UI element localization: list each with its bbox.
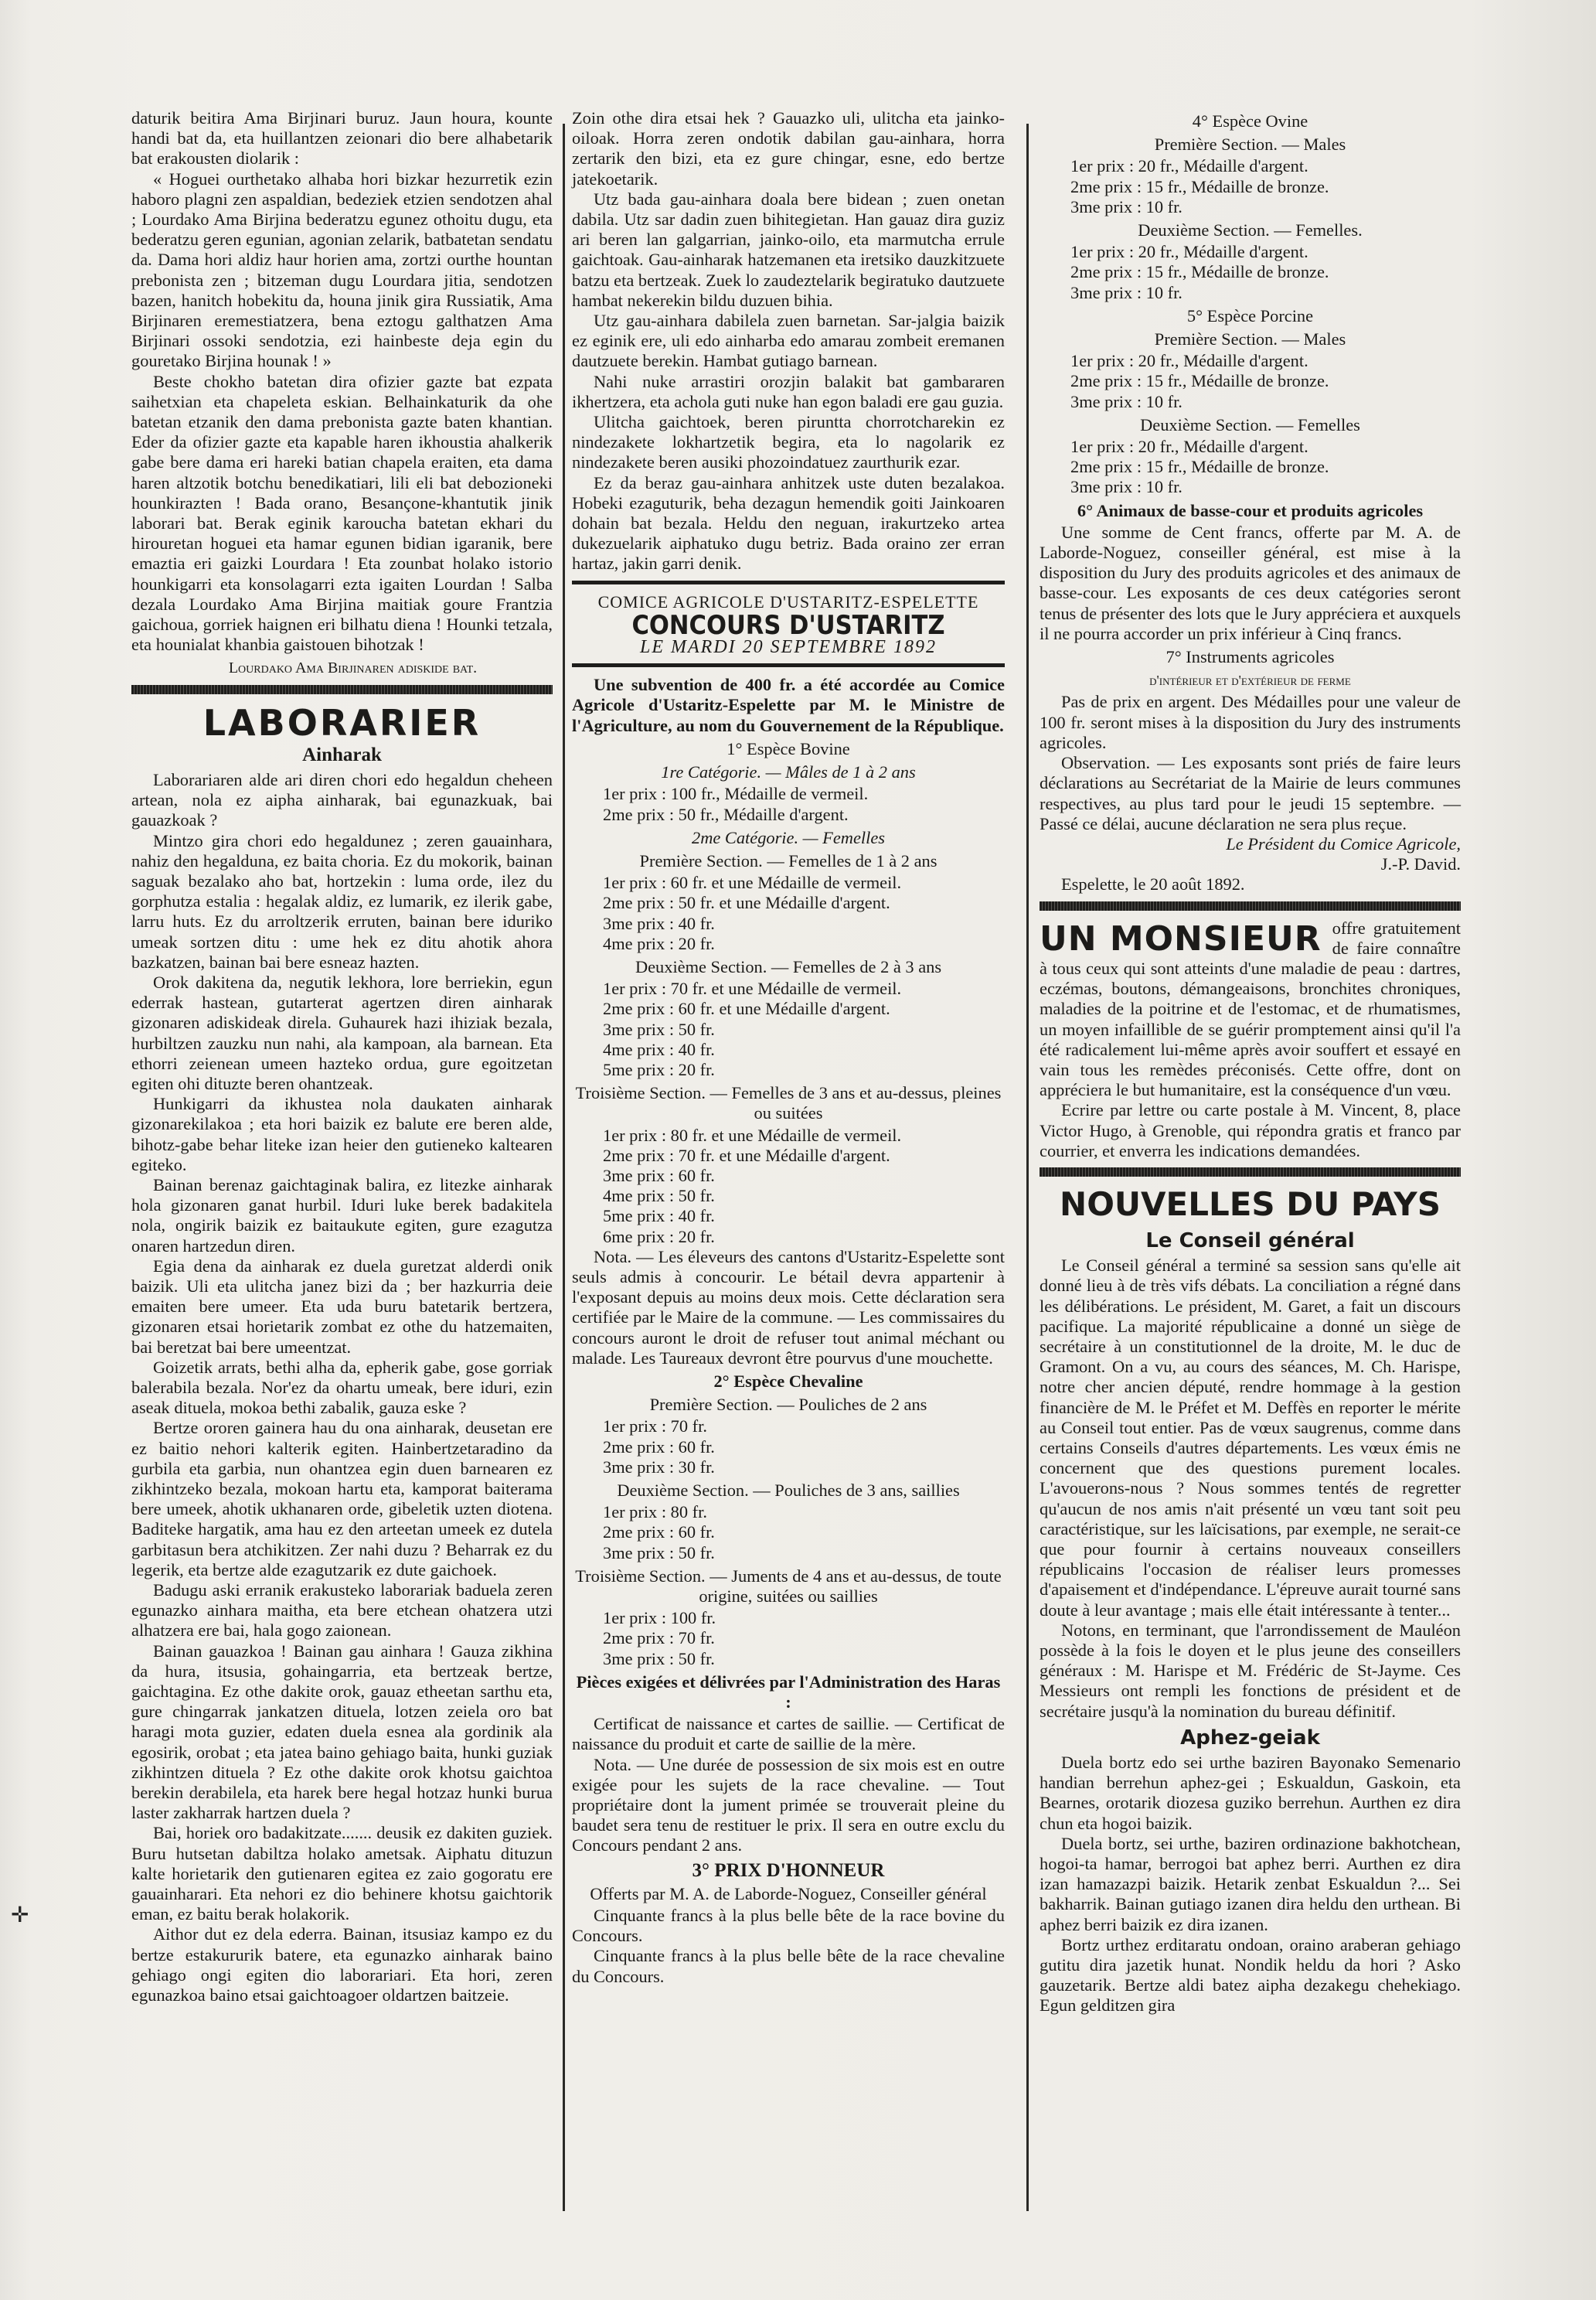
prize-item: 4me prix : 50 fr. <box>603 1186 715 1206</box>
article-paragraph: Bainan berenaz gaichtaginak balira, ez litezke ainharak hola gizonaren ganat hurbil. Iduri luke berek badakitela nola, ongirik baizik ez baitaukute egiten, gure ezagutza onaren hartzedun diren. <box>131 1174 553 1256</box>
concours-date: LE MARDI 20 SEPTEMBRE 1892 <box>640 637 937 658</box>
advertisement-text: offre gratuitement de faire connaître à tous ceux qui sont atteints d'une maladie de peau : dartres, eczémas, boutons, démangeaisons, bronchites chroniques, maladies de la poitrine et de l'estomac, et de rhumatismes, un moyen infaillible de se guérir promptement ainsi qu'il l'a été radicalement lui-même après avoir souffert et essayé en vain tous les remèdes préconisés. Cette offre, dont on appréciera le but humanitaire, est la conséquence d'un vœu. <box>1040 918 1461 1100</box>
subvention-text: Une subvention de 400 fr. a été accordée au Comice Agricole d'Ustaritz-Espelette par M. le Ministre de l'Agriculture, au nom du Gouvernement de la République. <box>572 675 1005 735</box>
prize-item: 1er prix : 60 fr. et une Médaille de vermeil. <box>603 873 902 893</box>
prize-item: 3me prix : 50 fr. <box>603 1019 715 1039</box>
article-paragraph: Duela bortz edo sei urthe baziren Bayonako Semenario handian berrehun aphez-gei ; Eskualdun, Gaskoin, eta Bearnes, orotarik diozesa guziko berrehun. Aurthen ez dira chun eta hogoi baizik. <box>1040 1753 1461 1833</box>
prize-list <box>572 873 1005 954</box>
bovine-title: 1° Espèce Bovine <box>727 738 850 758</box>
article-paragraph: Notons, en terminant, que l'arrondissement de Mauléon possède à la fois le doyen et le plus jeune des conseillers généraux : M. Harispe et M. Frédéric de St-Jayme. Ces Messieurs ont rempli les fonctions de président et de secrétaire jusqu'à la nomination du bureau définitif. <box>1040 1620 1461 1721</box>
bovine-category-2: 2me Catégorie. — Femelles <box>692 827 885 847</box>
prize-item: 5me prix : 20 fr. <box>603 1059 715 1079</box>
bovine-section-2: Deuxième Section. — Femelles de 2 à 3 ans <box>635 956 942 976</box>
divider <box>572 663 1005 667</box>
prize-item: 3me prix : 30 fr. <box>603 1457 715 1477</box>
article-paragraph: Utz bada gau-ainhara doala bere bidean ; zuen onetan dabila. Utz sar dadin zuen bihitegietan. Han gauaz dira guziz ari beren lan galgarrian, jainko-oilo, eta marmutcha errule gaichtoak. Gau-ainharak hatzemanen eta iretsiko dauzkitzuete batzu eta bertzeak. Zuek lo zaudeztelarik begiratuko dautzuete hambat nekerekin bildu duzuen bihia. <box>572 189 1005 310</box>
bovine-section-3: Troisième Section. — Femelles de 3 ans et au-dessus, pleines ou suitées <box>575 1083 1002 1123</box>
honneur-title: 3° PRIX D'HONNEUR <box>692 1859 885 1881</box>
prize-list <box>572 979 1005 1080</box>
prize-list <box>572 1416 1005 1477</box>
chevaline-section-1: Première Section. — Pouliches de 2 ans <box>649 1395 927 1415</box>
article-paragraph: Zoin othe dira etsai hek ? Gauazko uli, ulitcha eta jainko-oiloak. Horra zeren ondotik dabilan gau-ainhara, horra zertarik den bizi, eta ez gure chingar, esne, edo bertze jatekoetarik. <box>572 108 1005 189</box>
president-name: J.-P. David. <box>1380 854 1461 874</box>
prize-item: 2me prix : 50 fr. et une Médaille d'argent. <box>603 893 890 913</box>
prize-item: 3me prix : 10 fr. <box>1070 477 1183 497</box>
prize-item: 6me prix : 20 fr. <box>603 1226 715 1246</box>
porcine-section-2: Deuxième Section. — Femelles <box>1140 414 1360 434</box>
prize-item: 2me prix : 50 fr., Médaille d'argent. <box>603 804 849 824</box>
prize-list <box>572 1608 1005 1669</box>
column-3 <box>1040 108 1461 2016</box>
instruments-subtitle: d'intérieur et d'extérieur de ferme <box>1149 673 1351 689</box>
ovine-title: 4° Espèce Ovine <box>1192 111 1308 131</box>
signature: Lourdako Ama Birjinaren adiskide bat. <box>228 659 478 677</box>
prize-item: 2me prix : 60 fr. et une Médaille d'argent. <box>603 999 890 1019</box>
prize-list <box>1040 156 1461 217</box>
comice-heading: COMICE AGRICOLE D'USTARITZ-ESPELETTE <box>597 591 979 612</box>
bovine-section-1: Première Section. — Femelles de 1 à 2 ans <box>639 850 938 871</box>
prize-item: 2me prix : 15 fr., Médaille de bronze. <box>1070 176 1329 196</box>
column-rule-right <box>1026 124 1029 2211</box>
section-divider <box>1040 901 1461 911</box>
prize-item: 1er prix : 20 fr., Médaille d'argent. <box>1070 437 1308 457</box>
article-paragraph: Nahi nuke arrastiri orozjin balakit bat gambararen ikhertzera, eta achola guti nuke han egon baladi ere gau guzia. <box>572 371 1005 411</box>
prize-item: 3me prix : 40 fr. <box>603 913 715 933</box>
chevaline-note: Nota. — Une durée de possession de six mois est en outre exigée pour les sujets de la race chevaline. — Tout propriétaire dont la jument primée se trouverait pleine du baudet sera tenu de restituer le prix. Il sera en outre exclu du Concours pendant 2 ans. <box>572 1754 1005 1855</box>
column-1 <box>131 108 553 2005</box>
prize-item: 1er prix : 80 fr. et une Médaille de vermeil. <box>603 1125 902 1145</box>
article-paragraph: Bainan gauazkoa ! Bainan gau ainhara ! Gauza zikhina da hura, itsusia, gohaingarria, eta bertzeak bertze, gaichtagina. Ez othe dakite orok, gauaz etheetan sarthu eta, gure chingarrak jankatzen dituela, lotzen zeiela oro bat haragi mota guzier, edaten duela esnea ala gordinik ala egosirik, orobat ; eta jatea baino gehiago baita, hunki guziak zikhintzen dituela ? Ez othe dakite orok khotsu gaichtoa berekin derabilela, eta harek bere hegal hotzaz hunki burua laster zakharrak hartzen duela ? <box>131 1641 553 1823</box>
place-date: Espelette, le 20 août 1892. <box>1061 874 1245 894</box>
pieces-text: Certificat de naissance et cartes de saillie. — Certificat de naissance du produit et carte de saillie de la mère. <box>572 1714 1005 1754</box>
prize-item: 3me prix : 10 fr. <box>1070 196 1183 216</box>
honneur-offert: Offerts par M. A. de Laborde-Noguez, Conseiller général <box>590 1883 987 1903</box>
prize-item: 2me prix : 60 fr. <box>603 1522 715 1542</box>
bovine-note: Nota. — Les éleveurs des cantons d'Ustaritz-Espelette sont seuls admis à concourir. Le bétail devra appartenir à l'exposant depuis au moins deux mois. Cette déclaration sera certifiée par le Maire de la commune. — Les commissaires du concours auront le droit de refuser tout animal méchant ou malade. Les Taureaux devront être pourvus d'une mouchette. <box>572 1246 1005 1368</box>
article-paragraph: Badugu aski erranik erakusteko laborariak baduela zeren egunazko ainhara maitha, eta bere etchean ohatzera utzi alhatzera ere bai, hala gogo zaionean. <box>131 1580 553 1641</box>
porcine-section-1: Première Section. — Males <box>1154 329 1346 349</box>
prize-list <box>1040 437 1461 498</box>
article-paragraph: Utz gau-ainhara dabilela zuen barnetan. Sar-jalgia baizik ez eginik ere, uli edo ainharba edo amarau zombeit eremanen dautzuete berekin. Hambat gutiago barnean. <box>572 311 1005 371</box>
advertisement-heading: UN MONSIEUR <box>1040 918 1322 959</box>
prize-item: 3me prix : 60 fr. <box>603 1165 715 1185</box>
pieces-title: Pièces exigées et délivrées par l'Administration des Haras : <box>576 1671 1001 1712</box>
article-paragraph: Ez da beraz gau-ainhara anhitzek uste duten bezalakoa. Hobeki ezaguturik, beha dezagun hemendik goiti Jainkoaren dohain bat bezala. Heldu den neguan, irakurtzeko artea dukezuelarik aiphatuko dugu betriz. Bada oraino zer erran hartaz, jakin garri denik. <box>572 472 1005 574</box>
divider <box>572 581 1005 584</box>
section-title: LABORARIER <box>202 701 482 744</box>
prize-item: 2me prix : 70 fr. <box>603 1628 715 1648</box>
prize-item: 3me prix : 10 fr. <box>1070 391 1183 411</box>
article-paragraph: Le Conseil général a terminé sa session sans qu'elle ait donné lieu à de très vifs débats. La conciliation a régné dans les délibérations. Le président, M. Garet, a fait un discours pacifique. La majorité républicaine a donné un siège de secrétaire à un constitutionnel de la droite, M. le duc de Gramont. On a vu, au cours des séances, M. Ch. Harispe, notre cher ancien député, rendre hommage à la gestion financière de M. le Préfet et M. Deffès en reporter le mérite au Conseil tout entier. Pas de vœux saugrenus, comme dans certains Conseils d'autres départements. Les vœux émis ne concernent que des questions purement locales. L'avouerons-nous ? Nous sommes tentés de regretter qu'aucun de nos amis n'ait présenté un vœu tant soit peu caractéristique, sur les laïcisations, par exemple, ne serait-ce que pour fournir à certains nouveaux conseillers républicains l'occasion de réaliser leurs promesses d'apaisement et d'indépendance. L'épreuve aurait tourné sans doute à leur avantage ; mais elle était intéressante à tenter... <box>1040 1256 1461 1620</box>
president-title: Le Président du Comice Agricole, <box>1226 833 1461 854</box>
article-paragraph: Ulitcha gaichtoek, beren piruntta chorrotcharekin ez nindezakete lokhartzetik begira, eta lo nagolarik ez nindezakete beren ausiki phozoindatuez zaurthurik ezar. <box>572 412 1005 472</box>
prize-item: 2me prix : 15 fr., Médaille de bronze. <box>1070 371 1329 391</box>
section-divider <box>131 685 553 694</box>
prize-item: 1er prix : 70 fr. et une Médaille de vermeil. <box>603 979 902 999</box>
article-paragraph: Orok dakitena da, negutik lekhora, lore berriekin, egun ederrak hastean, gutarterat agertzen diren ainharak gizonaren adiskideak direla. Guhaurek hazi ihiziak bezala, hurbiltzen zauzku nun nahi, ala kampoan, ala barnean. Eta ethorri zeienean umeen hazteko ordua, gure egoitzetan egiten ohi dituzte beren ohantzeak. <box>131 972 553 1093</box>
advertisement <box>1040 918 1461 1161</box>
prize-item: 4me prix : 40 fr. <box>603 1039 715 1059</box>
article-paragraph: Aithor dut ez dela ederra. Bainan, itsusiaz kampo ez du bertze estakururik batere, eta egunazko ainharak baino gehiago ongi egiten dio laborariari. Eta hori, zeren egunazkoa baino etsai gaichtoagoer oldartzen baitzeie. <box>131 1924 553 2005</box>
chevaline-section-2: Deuxième Section. — Pouliches de 3 ans, saillies <box>617 1481 960 1500</box>
intro-paragraph: « Hoguei ourthetako alhaba hori bizkar hezurretik ezin haboro plagni zen aspaldian, bedeziek etzien sendotzen ahal ; Lourdako Ama Birjina bederatzu egunez othoitu dugu, eta bederatzu geren egunian, agonian zelarik, batbatetan sendatu da. Dama hori aldiz haur horien ama, zortzi ourthe hountan prebonista zen ; bitzeman dugu Lourdara jitia, sendotzen bazen, hanitch hobekitu da, houna jinik gira Russiatik, Ama Birjinaren eremestiatzera, bena eztogu galthatzen Ama Birjinari ossoki sendotzia, ezi hainbeste deja egin du gouretako Birjina hounak ! » <box>131 169 553 371</box>
basse-cour-title: 6° Animaux de basse-cour et produits agricoles <box>1077 500 1424 520</box>
prize-item: 3me prix : 10 fr. <box>1070 282 1183 302</box>
honneur-item: Cinquante francs à la plus belle bête de la race chevaline du Concours. <box>572 1946 1005 1986</box>
prize-list <box>572 1502 1005 1563</box>
instruments-title: 7° Instruments agricoles <box>1166 647 1335 667</box>
prize-item: 1er prix : 80 fr. <box>603 1502 707 1522</box>
intro-paragraph: daturik beitira Ama Birjinari buruz. Jaun houra, kounte handi bat da, eta huillantzen zeionari dio bere alhabetarik bat erakousten diolarik : <box>131 108 553 169</box>
prize-item: 1er prix : 20 fr., Médaille d'argent. <box>1070 351 1308 371</box>
prize-item: 2me prix : 70 fr. et une Médaille d'argent. <box>603 1145 890 1165</box>
column-2 <box>572 108 1005 1987</box>
article-paragraph: Goizetik arrats, bethi alha da, epherik gabe, gose gorriak balerabila bezala. Nor'ez da ohartu umeak, bere iduri, ezin aseak dituela, mokoa bethi zabalik, gauza eske ? <box>131 1357 553 1418</box>
prize-item: 3me prix : 50 fr. <box>603 1648 715 1668</box>
article-paragraph: Bai, horiek oro badakitzate....... deusik ez dakiten guziek. Buru hutsetan dabiltza holako ametsak. Aiphatu dituzun kalte horietarik den gutienaren egitea ez zaio gogoratu ere gauainharari. Eta nehori ez dio behinere khotsu gaichtorik eman, ez baitu berak holakorik. <box>131 1823 553 1924</box>
column-rule-left <box>563 124 565 2211</box>
article-paragraph: Hunkigarri da ikhustea nola daukaten ainharak gizonarekilakoa ; eta hori baizik ez balute ere beren alde, bihotz-gabe behar liteke izan heier den gutieneko kaltearen egiteko. <box>131 1094 553 1174</box>
prize-item: 2me prix : 15 fr., Médaille de bronze. <box>1070 262 1329 282</box>
basse-cour-text: Une somme de Cent francs, offerte par M. A. de Laborde-Noguez, conseiller général, est mise à la disposition du Jury des produits agricoles et des animaux de basse-cour. Les exposants de ces deux catégories seront tenus de présenter des lots que le Jury appréciera et auxquels il ne pourra accorder un prix inférieur à Cinq francs. <box>1040 522 1461 643</box>
chevaline-section-3: Troisième Section. — Juments de 4 ans et au-dessus, de toute origine, suitées ou saillies <box>575 1566 1002 1607</box>
chevaline-title: 2° Espèce Chevaline <box>713 1371 863 1391</box>
prize-item: 1er prix : 20 fr., Médaille d'argent. <box>1070 242 1308 262</box>
honneur-item: Cinquante francs à la plus belle bête de la race bovine du Concours. <box>572 1906 1005 1946</box>
nouvelles-title: NOUVELLES DU PAYS <box>1060 1184 1441 1223</box>
ovine-section-1: Première Section. — Males <box>1154 135 1346 155</box>
section-divider <box>1040 1167 1461 1177</box>
prize-item: 5me prix : 40 fr. <box>603 1206 715 1226</box>
prize-list <box>1040 351 1461 412</box>
article-paragraph: Duela bortz, sei urthe, baziren ordinazione bakhotchean, hogoi-ta hamar, berrogoi bat aphez berri. Aurthen ez dira izan hamazazpi baizik. Hetarik zenbat Eskualdun ?... Sei bakharrik. Bainan gutiago izanen dira heldu den urthean. Bi aphez berri baizik ez dira izanen. <box>1040 1833 1461 1934</box>
bovine-category-1: 1re Catégorie. — Mâles de 1 à 2 ans <box>661 762 916 782</box>
observation-text: Observation. — Les exposants sont priés de faire leurs déclarations au Secrétariat de la Mairie de leurs communes respectives, au plus tard pour le jeudi 15 septembre. — Passé ce délai, aucune déclaration ne sera plus reçue. <box>1040 753 1461 833</box>
section-subtitle: Ainharak <box>302 744 382 765</box>
ovine-section-2: Deuxième Section. — Femelles. <box>1138 220 1363 240</box>
article-paragraph: Laborariaren alde ari diren chori edo hegaldun cheheen artean, nola ez aipha ainharak, bai egunazkuak, bai gauazkoak ? <box>131 769 553 830</box>
porcine-title: 5° Espèce Porcine <box>1186 305 1314 325</box>
prize-item: 3me prix : 50 fr. <box>603 1542 715 1562</box>
instruments-text: Pas de prix en argent. Des Médailles pour une valeur de 100 fr. seront mises à la disposition du Jury des instruments agricoles. <box>1040 692 1461 752</box>
prize-item: 1er prix : 100 fr. <box>603 1608 716 1628</box>
prize-list <box>572 784 1005 824</box>
article-paragraph: Egia dena da ainharak ez duela guretzat alderdi onik baizik. Uli eta ulitcha janez bizi da ; ber hazkurria deie emaiten bere umeer. Eta uda buru batetarik bertzera, gizonaren etsai horietarik zombat ez othe du hatzemaiten, bai beretzat bai bere umeentzat. <box>131 1256 553 1357</box>
advertisement-text-2: Ecrire par lettre ou carte postale à M. Vincent, 8, place Victor Hugo, à Grenoble, qui répondra gratis et franco par courrier, et enverra les indications demandées. <box>1040 1100 1461 1160</box>
intro-paragraph: Beste chokho batetan dira ofizier gazte bat ezpata saihetxian eta chapeleta eskian. Belhainkaturik da ohe batetan etzanik den dama prebonista gazte baten khantian. Eder da ofizier gazte eta kapable haren ikhoustia ahalkerik gabe bere dama eri hareki batian chapela eraiten, eta dama haren altzotik botchu benedikatiari, lili eli bat debozioneki hounkirazten ! Bada orano, Besançone-khantutik jinik laborari bat. Berak eginik karoucha batetan ekhari du hirouretan hoguei eta hamar egunen bidian igaranik, bere emaztia eri gaizki Lourdara ! Eta zounbat holako istorio hounkigarri eta konsolagarri ezta igaiten Lourdan ! Salba dezala Lourdako Ama Birjina maitiak goure Frantzia gaichoua, gorriek haignen eri bilhatu diena ! Hounki tetzala, eta hounialat khanbia gaistouen bihotzak ! <box>131 371 553 655</box>
aphez-title: Aphez-geiak <box>1180 1726 1320 1750</box>
prize-item: 1er prix : 20 fr., Médaille d'argent. <box>1070 156 1308 176</box>
prize-item: 1er prix : 70 fr. <box>603 1416 707 1436</box>
article-paragraph: Bertze ororen gainera hau du ona ainharak, deusetan ere ez baitio nehori kalterik egiten. Hainbertzetaradino da gurbila eta garbia, nun ohantzea egin duen barnearen ez zikhintzeko bezala, mokoan hartu eta, kamporat baiterama bere umeek, ahotik ukhanaren orde, gibeletik uzten diotena. Baditeke hargatik, ama hau ez den arteetan umeek ez dutela garbitasun bera atchikitzen. Zer nahi duzu ? Beharrak ez du legerik, eta bertze alde ezagutzarik ez dute gaichoek. <box>131 1418 553 1579</box>
prize-list <box>572 1126 1005 1247</box>
prize-item: 2me prix : 15 fr., Médaille de bronze. <box>1070 457 1329 477</box>
prize-item: 1er prix : 100 fr., Médaille de vermeil. <box>603 784 869 804</box>
prize-list <box>1040 242 1461 303</box>
prize-item: 4me prix : 20 fr. <box>603 933 715 953</box>
prize-item: 2me prix : 60 fr. <box>603 1436 715 1457</box>
crosshair-mark-icon: ✛ <box>11 1903 29 1927</box>
article-paragraph: Bortz urthez erditaratu ondoan, oraino araberan gehiago gutitu dira jazetik hunat. Nondik heldu da hori ? Asko gauzetarik. Bertze aldi batez aipha dezakegu chehekiago. Egun gelditzen gira <box>1040 1934 1461 2015</box>
conseil-title: Le Conseil général <box>1145 1228 1355 1252</box>
concours-title: CONCOURS D'USTARITZ <box>631 609 945 641</box>
article-paragraph: Mintzo gira chori edo hegaldunez ; zeren gauainhara, nahiz den hegalduna, ez baita choria. Ez du mokorik, bainan saguak bezalako aho bat, hortzekin : luma orde, ilez du gorphutza estalia : hegalak aldiz, ez lumarik, ez ilerik gabe, larru huts. Ez du arroltzerik erruten, bainan bere iduriko umeak sortzen ditu : ume hek ez ditu ahotik ahora bazkatzen, bainan bai bere esneaz hazten. <box>131 830 553 972</box>
